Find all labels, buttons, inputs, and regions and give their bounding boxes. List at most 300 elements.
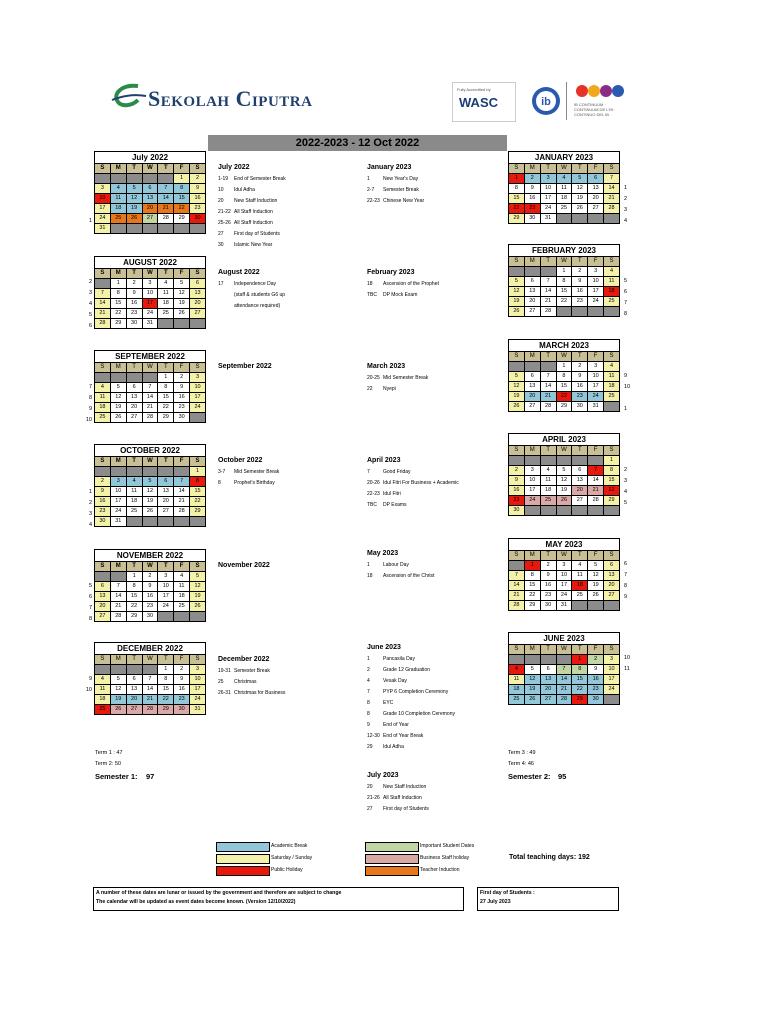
day-cell: 24 [524,496,540,506]
day-cell: 21 [540,297,556,307]
day-cell: 25 [572,591,588,601]
day-cell: 25 [540,496,556,506]
day-cell: 29 [572,695,588,705]
day-cell: 18 [604,382,620,392]
day-cell: 3 [556,561,572,571]
day-cell: 19 [126,204,142,214]
day-cell: 11 [95,685,111,695]
day-cell: 5 [110,675,126,685]
event-name: All Staff Induction [234,209,273,215]
day-header: T [158,562,174,572]
day-cell: 4 [126,477,142,487]
day-cell: 17 [158,592,174,602]
day-cell: 24 [540,204,556,214]
day-header: M [110,269,126,279]
event-name: Islamic New Year [234,242,273,248]
day-cell: 13 [524,287,540,297]
event-name: New Staff Induction [234,198,278,204]
day-cell: 6 [524,277,540,287]
event-date: 21-26 [367,795,380,801]
empty-day-cell [604,214,620,224]
day-cell: 7 [556,665,572,675]
empty-day-cell [604,307,620,317]
day-cell: 3 [588,362,604,372]
day-cell: 27 [588,204,604,214]
event-name: DP Mock Exam [383,292,418,298]
empty-day-cell [190,413,206,423]
day-cell: 16 [572,287,588,297]
calendar-march-2023 [508,339,620,412]
day-cell: 14 [95,299,111,309]
day-cell: 3 [190,665,206,675]
event-month-title: July 2022 [218,164,250,171]
day-cell: 6 [572,466,588,476]
day-cell: 10 [110,487,126,497]
day-cell: 20 [158,497,174,507]
day-header: T [572,352,588,362]
day-cell: 5 [556,466,572,476]
week-number: 9 [624,373,628,379]
day-header: S [604,551,620,561]
empty-day-cell [158,319,174,329]
day-cell: 23 [190,204,206,214]
empty-day-cell [556,655,572,665]
week-number: 1 [624,185,628,191]
day-cell: 18 [126,497,142,507]
day-header: T [158,457,174,467]
day-cell: 27 [524,307,540,317]
day-cell: 28 [540,402,556,412]
day-cell: 6 [142,184,158,194]
event-item [367,386,396,392]
day-cell: 14 [540,287,556,297]
empty-day-cell [110,572,126,582]
week-number: 11 [624,666,630,672]
ib-continuum-dots-icon [574,84,628,98]
empty-day-cell [556,307,572,317]
day-cell: 8 [174,184,190,194]
day-cell: 11 [540,476,556,486]
day-cell: 7 [588,466,604,476]
event-item [367,656,415,662]
day-cell: 10 [604,665,620,675]
day-cell: 26 [509,402,525,412]
empty-day-cell [110,174,126,184]
day-cell: 24 [158,602,174,612]
day-cell: 28 [142,413,158,423]
event-item [367,733,423,739]
day-header: W [142,655,158,665]
day-cell: 4 [572,561,588,571]
day-cell: 19 [572,194,588,204]
event-name: Ascension of the Prophet [383,281,439,287]
day-cell: 22 [190,497,206,507]
day-cell: 19 [190,592,206,602]
day-cell: 2 [126,279,142,289]
day-cell: 16 [174,393,190,403]
empty-day-cell [572,506,588,516]
calendar-january-2023 [508,151,620,224]
empty-day-cell [142,373,158,383]
week-number: 2 [624,467,628,473]
event-name: Ascension of the Christ [383,573,435,579]
week-number: 2 [88,279,92,285]
day-cell: 3 [540,174,556,184]
empty-day-cell [158,467,174,477]
event-month-title: February 2023 [367,269,415,276]
day-cell: 13 [604,571,620,581]
day-header: W [142,457,158,467]
event-item [367,689,448,695]
day-header: W [142,164,158,174]
event-month-title: July 2023 [367,772,399,779]
event-name: New Staff Induction [383,784,427,790]
day-cell: 5 [174,279,190,289]
accreditation-logos: Fully Accredited by WASC ib IB CONTINUUM · CONTINUUM DE L'IB · CONTINUO DEL IB [452,82,628,120]
empty-day-cell [540,362,556,372]
school-logo [108,80,378,114]
day-cell: 29 [190,507,206,517]
event-date: 12-30 [367,733,380,739]
day-header: W [142,269,158,279]
day-cell: 15 [556,382,572,392]
day-cell: 14 [110,592,126,602]
event-item [367,700,393,706]
day-header: T [572,446,588,456]
legend-swatch-academic-break [216,842,270,852]
day-cell: 7 [142,383,158,393]
event-date: 1 [367,562,370,568]
term-2: Term 2: 50 [95,761,121,767]
event-item [218,679,257,685]
day-cell: 23 [572,392,588,402]
day-cell: 15 [509,194,525,204]
empty-day-cell [509,655,525,665]
day-cell: 15 [524,581,540,591]
empty-day-cell [509,456,525,466]
day-cell: 3 [604,655,620,665]
day-header: T [540,446,556,456]
empty-day-cell [588,506,604,516]
day-cell: 19 [524,685,540,695]
day-cell: 11 [572,571,588,581]
day-cell: 16 [142,592,158,602]
event-name: (staff & students G6 up [234,292,286,298]
day-cell: 5 [524,665,540,675]
day-cell: 26 [110,413,126,423]
empty-day-cell [126,467,142,477]
day-cell: 4 [604,267,620,277]
day-cell: 28 [142,705,158,715]
day-header: F [174,655,190,665]
first-day-label: First day of Students : [480,890,535,896]
day-header: S [95,655,111,665]
day-cell: 26 [190,602,206,612]
empty-day-cell [142,517,158,527]
day-header: T [158,164,174,174]
empty-day-cell [158,174,174,184]
legend-swatch-public-holiday [216,866,270,876]
day-cell: 2 [588,655,604,665]
day-cell: 29 [556,402,572,412]
day-cell: 12 [190,582,206,592]
legend-label: Academic Break [271,843,308,849]
day-cell: 8 [572,665,588,675]
day-cell: 7 [110,582,126,592]
event-date: TBC [367,502,377,508]
day-cell: 27 [142,214,158,224]
empty-day-cell [158,612,174,622]
day-cell: 17 [142,299,158,309]
day-cell: 13 [142,194,158,204]
day-cell: 20 [588,194,604,204]
week-number: 10 [85,417,92,423]
empty-day-cell [540,655,556,665]
day-header: S [95,269,111,279]
week-number: 6 [88,323,92,329]
month-title: JUNE 2023 [508,632,620,644]
day-cell: 12 [110,685,126,695]
day-cell: 23 [588,685,604,695]
event-date: 21-22 [218,209,231,215]
event-name: Mid Semester Break [383,375,429,381]
day-header: M [110,363,126,373]
day-cell: 21 [110,602,126,612]
day-cell: 10 [95,194,111,204]
empty-day-cell [588,456,604,466]
day-cell: 9 [142,582,158,592]
day-cell: 23 [524,204,540,214]
event-date: 18 [367,281,373,287]
day-cell: 1 [174,174,190,184]
event-name: Prophet's Birthday [234,480,275,486]
semester-2-value: 95 [558,772,567,781]
event-name: Christmas [234,679,257,685]
day-cell: 24 [142,309,158,319]
month-title: MAY 2023 [508,538,620,550]
day-cell: 4 [95,675,111,685]
day-header: S [190,655,206,665]
event-name: Semester Break [234,668,270,674]
day-cell: 5 [142,477,158,487]
event-name: Nyepi [383,386,396,392]
total-teaching-days: Total teaching days: 192 [509,854,590,861]
day-cell: 25 [126,507,142,517]
day-cell: 14 [588,476,604,486]
empty-day-cell [540,267,556,277]
empty-day-cell [604,402,620,412]
day-cell: 18 [556,194,572,204]
event-item [367,281,439,287]
month-title: FEBRUARY 2023 [508,244,620,256]
day-cell: 11 [174,582,190,592]
day-cell: 6 [190,279,206,289]
empty-day-cell [174,224,190,234]
day-cell: 20 [142,204,158,214]
day-cell: 23 [95,507,111,517]
day-cell: 19 [110,695,126,705]
day-cell: 15 [556,287,572,297]
day-cell: 10 [524,476,540,486]
day-header: W [556,551,572,561]
day-header: S [190,164,206,174]
day-cell: 29 [604,496,620,506]
event-date: 4 [367,678,370,684]
event-date: 20-25 [367,375,380,381]
term-1: Term 1 : 47 [95,750,123,756]
event-name: Independence Day [234,281,276,287]
disclaimer-note [93,887,464,911]
event-item [367,562,409,568]
day-cell: 6 [158,477,174,487]
day-cell: 31 [540,214,556,224]
day-cell: 12 [588,571,604,581]
day-cell: 18 [604,287,620,297]
week-number: 6 [88,594,92,600]
day-header: T [540,352,556,362]
week-number: 2 [624,196,628,202]
day-cell: 28 [174,507,190,517]
event-date: 27 [367,806,373,812]
day-cell: 11 [110,194,126,204]
event-item [367,744,404,750]
calendar-july-2022 [94,151,206,234]
day-cell: 10 [540,184,556,194]
semester-2-label: Semester 2: [508,772,551,781]
day-cell: 2 [174,373,190,383]
day-cell: 28 [158,214,174,224]
day-cell: 4 [604,362,620,372]
day-cell: 8 [604,466,620,476]
day-cell: 21 [95,309,111,319]
day-cell: 4 [174,572,190,582]
day-cell: 29 [110,319,126,329]
event-date: 10 [218,187,224,193]
first-day-note [477,887,619,911]
day-cell: 4 [158,279,174,289]
day-cell: 9 [540,571,556,581]
week-number: 3 [624,478,628,484]
day-cell: 20 [604,581,620,591]
event-item [218,303,280,309]
day-cell: 29 [509,214,525,224]
empty-day-cell [509,561,525,571]
event-date: 9 [367,722,370,728]
day-cell: 18 [174,592,190,602]
day-cell: 24 [190,695,206,705]
day-cell: 25 [556,204,572,214]
event-name: End of Year [383,722,409,728]
day-cell: 2 [509,466,525,476]
event-date: 22-23 [367,198,380,204]
event-month-title: April 2023 [367,457,401,464]
event-date: 2 [367,667,370,673]
event-date: 25-26 [218,220,231,226]
day-header: S [604,164,620,174]
day-cell: 15 [158,685,174,695]
week-number: 4 [88,522,92,528]
calendar-june-2023 [508,632,620,705]
event-date: 1 [367,176,370,182]
event-item [367,795,422,801]
day-cell: 12 [142,487,158,497]
day-header: M [524,352,540,362]
empty-day-cell [540,506,556,516]
day-header: M [524,164,540,174]
day-cell: 8 [110,289,126,299]
day-header: S [509,551,525,561]
day-cell: 2 [572,362,588,372]
empty-day-cell [524,506,540,516]
empty-day-cell [174,319,190,329]
empty-day-cell [572,456,588,466]
empty-day-cell [524,267,540,277]
week-number: 7 [88,384,92,390]
day-cell: 13 [540,675,556,685]
event-name: attendance required) [234,303,281,309]
day-cell: 11 [556,184,572,194]
day-cell: 3 [142,279,158,289]
note-line-2: The calendar will be updated as event dates become known. (Version 12/10/2022) [96,899,296,905]
week-number: 8 [624,583,628,589]
svg-text:ib: ib [541,96,551,108]
calendar-october-2022 [94,444,206,527]
day-header: S [190,269,206,279]
day-header: F [174,269,190,279]
event-name: Idul Fitri [383,491,401,497]
legend-swatch-weekend [216,854,270,864]
day-cell: 10 [190,675,206,685]
event-month-title: March 2023 [367,363,406,370]
day-header: S [604,645,620,655]
day-cell: 26 [509,307,525,317]
day-cell: 10 [588,372,604,382]
event-date: 20-26 [367,480,380,486]
event-item [367,375,428,381]
event-date: 25 [218,679,224,685]
calendar-september-2022 [94,350,206,423]
day-header: F [174,457,190,467]
event-month-title: June 2023 [367,644,401,651]
day-cell: 7 [509,571,525,581]
day-cell: 25 [95,705,111,715]
event-name: Grade 12 Graduation [383,667,430,673]
empty-day-cell [604,601,620,611]
day-cell: 31 [588,402,604,412]
event-date: 1 [367,656,370,662]
day-cell: 21 [604,194,620,204]
day-cell: 12 [572,184,588,194]
day-cell: 22 [604,486,620,496]
day-cell: 5 [572,174,588,184]
empty-day-cell [110,224,126,234]
semester-1-value: 97 [146,772,155,781]
day-cell: 8 [556,277,572,287]
week-number: 10 [85,687,92,693]
day-cell: 17 [524,486,540,496]
day-cell: 1 [556,362,572,372]
empty-day-cell [190,517,206,527]
empty-day-cell [540,456,556,466]
day-header: T [572,164,588,174]
day-cell: 2 [572,267,588,277]
event-date: 8 [367,700,370,706]
day-cell: 16 [509,486,525,496]
week-number: 8 [88,395,92,401]
month-title: SEPTEMBER 2022 [94,350,206,362]
day-cell: 14 [509,581,525,591]
day-cell: 18 [572,581,588,591]
